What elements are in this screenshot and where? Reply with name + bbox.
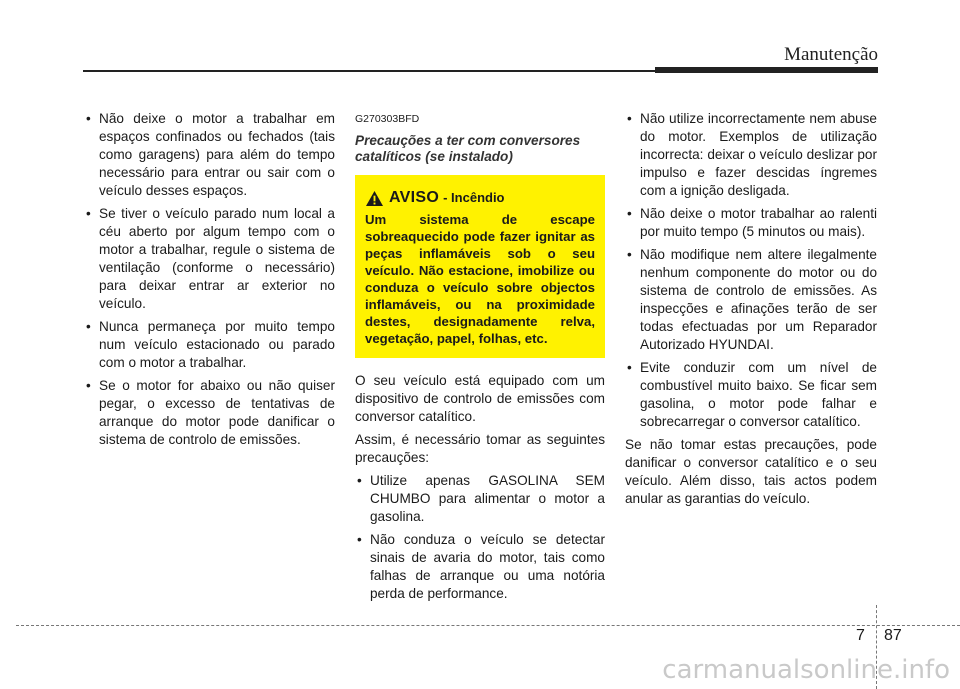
list-item: • Não conduza o veículo se detectar sinais de avaria do motor, tais como falhas de arranque ou uma notória perda de performance. — [355, 531, 605, 603]
bullet-list-1 — [84, 110, 335, 449]
list-item: • Não deixe o motor trabalhar ao ralenti por muito tempo (5 minutos ou mais). — [625, 205, 877, 241]
list-item: • Se o motor for abaixo ou não quiser pegar, o excesso de tentativas de arranque do motor pode danificar o sistema de controlo de emissões. — [84, 377, 335, 449]
chapter-number: 7 — [856, 627, 865, 644]
warning-box — [355, 175, 605, 358]
list-item: • Não deixe o motor a trabalhar em espaços confinados ou fechados (tais como garagens) para além do tempo necessário para entrar ou sair com o veículo desses espaços. — [84, 110, 335, 200]
page-header-title: Manutenção — [784, 44, 878, 65]
warning-title: AVISO — [389, 189, 440, 206]
column-3 — [625, 110, 877, 513]
list-item: • Nunca permaneça por muito tempo num veículo estacionado ou parado com o motor a trabalhar. — [84, 318, 335, 372]
section-heading: Precauções a ter com conversores catalíticos (se instalado) — [355, 133, 581, 164]
warning-text: Um sistema de escape sobreaquecido pode fazer ignitar as peças inflamáveis sob o seu veículo. Não estacione, imobilize ou conduza o veículo sobre objectos inflamáveis, ou na proximidade destes, designadamente relva, vegetação, papel, folhas, etc. — [365, 212, 595, 346]
list-item: • Evite conduzir com um nível de combustível muito baixo. Se ficar sem gasolina, o motor pode falhar e sobrecarregar o conversor catalítico. — [625, 359, 877, 431]
list-item: • Se tiver o veículo parado num local a céu aberto por algum tempo com o motor a trabalhar, regule o sistema de ventilação (conforme o necessário) para deixar entrar ar exterior no veículo. — [84, 205, 335, 313]
list-item: • Não modifique nem altere ilegalmente nenhum componente do motor ou do sistema de controlo de emissões. As inspecções e afinações terão de ser todas efectuadas por um Reparador Autorizado HYUNDAI. — [625, 246, 877, 354]
paragraph: Se não tomar estas precauções, pode danificar o conversor catalítico e o seu veículo. Além disso, tais actos podem anular as garantias do veículo. — [625, 437, 877, 506]
column-1 — [84, 110, 335, 454]
warning-triangle-icon — [365, 190, 384, 207]
paragraph: Assim, é necessário tomar as seguintes precauções: — [355, 432, 605, 465]
footer-rule — [16, 625, 960, 626]
page-number: 87 — [884, 627, 902, 644]
watermark: carmanualsonline.info — [662, 655, 950, 685]
warning-subtitle: - Incêndio — [443, 190, 505, 205]
column-2 — [355, 110, 605, 608]
paragraph: O seu veículo está equipado com um dispositivo de controlo de emissões com conversor catalítico. — [355, 373, 605, 424]
list-item: • Utilize apenas GASOLINA SEM CHUMBO para alimentar o motor a gasolina. — [355, 472, 605, 526]
bullet-list-2 — [355, 472, 605, 603]
list-item: • Não utilize incorrectamente nem abuse do motor. Exemplos de utilização incorrecta: deixar o veículo deslizar por impulso e fazer descidas íngremes com a ignição desligada. — [625, 110, 877, 200]
header-rule — [83, 70, 655, 72]
header-bar — [655, 67, 878, 73]
warning-header — [365, 189, 595, 207]
bullet-list-3 — [625, 110, 877, 431]
section-code: G270303BFD — [355, 113, 420, 125]
